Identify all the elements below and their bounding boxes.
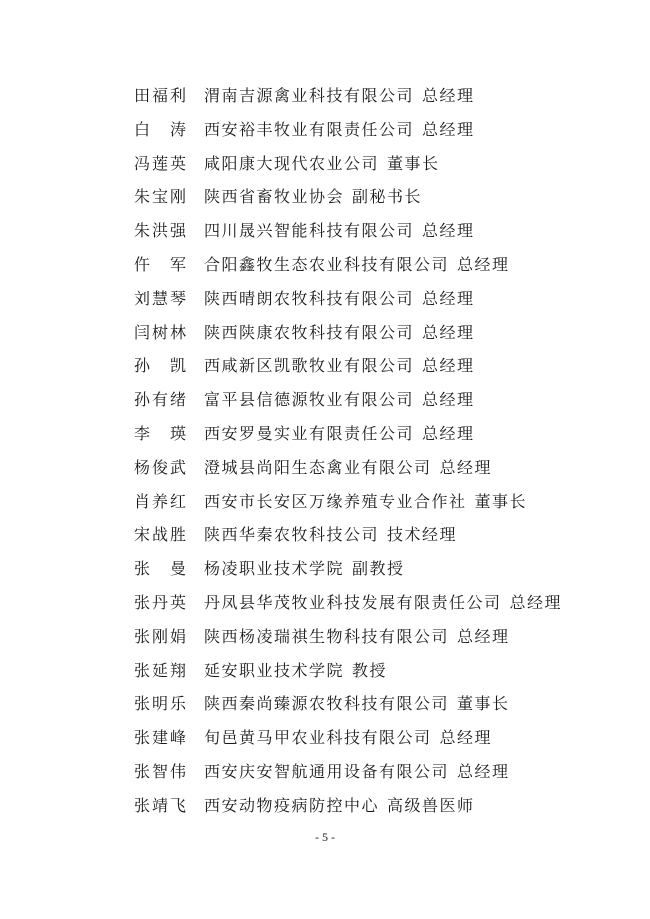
list-item [134, 352, 614, 386]
list-item [134, 623, 614, 657]
person-name: 冯莲英 [134, 153, 189, 173]
job-title: 董事长 [457, 694, 510, 714]
organization-name: 杨凌职业技术学院 [204, 559, 345, 579]
organization-name: 咸阳康大现代农业公司 [204, 153, 380, 173]
job-title: 总经理 [422, 221, 475, 241]
organization-name: 陕西陕康农牧科技有限公司 [204, 322, 415, 342]
job-title: 总经理 [422, 119, 475, 139]
organization-name: 丹凤县华茂牧业科技发展有限责任公司 [204, 592, 502, 612]
person-name: 张 曼 [134, 559, 189, 579]
person-name: 张明乐 [134, 694, 189, 714]
person-name: 张靖飞 [134, 795, 189, 815]
job-title: 总经理 [457, 254, 510, 274]
job-title: 技术经理 [387, 525, 458, 545]
person-name: 孙 凯 [134, 356, 189, 376]
job-title: 总经理 [439, 728, 493, 748]
member-list [134, 82, 614, 826]
job-title: 教授 [352, 660, 388, 680]
person-name: 张刚娟 [134, 626, 189, 646]
person-name: 肖养红 [134, 491, 189, 511]
person-name: 张延翔 [134, 660, 189, 680]
list-item [134, 217, 614, 251]
organization-name: 陕西杨凌瑞祺生物科技有限公司 [204, 626, 450, 646]
list-item [134, 319, 614, 353]
person-name: 孙有绪 [134, 390, 189, 410]
organization-name: 西安市长安区万缘养殖专业合作社 [204, 491, 467, 511]
list-item [134, 420, 614, 454]
list-item [134, 521, 614, 555]
list-item [134, 116, 614, 150]
list-item [134, 657, 614, 691]
organization-name: 陕西晴朗农牧科技有限公司 [204, 288, 415, 308]
organization-name: 陕西华秦农牧科技公司 [204, 525, 380, 545]
job-title: 副教授 [352, 559, 405, 579]
job-title: 总经理 [509, 592, 563, 612]
job-title: 高级兽医师 [387, 795, 475, 815]
job-title: 总经理 [422, 86, 475, 105]
organization-name: 旬邑黄马甲农业科技有限公司 [204, 728, 432, 748]
organization-name: 富平县信德源牧业有限公司 [204, 390, 415, 410]
organization-name: 渭南吉源禽业科技有限公司 [204, 86, 415, 105]
job-title: 副秘书长 [352, 187, 423, 207]
list-item [134, 724, 614, 758]
job-title: 总经理 [422, 288, 475, 308]
organization-name: 四川晟兴智能科技有限公司 [204, 221, 415, 241]
list-item [134, 386, 614, 420]
list-item [134, 454, 614, 488]
job-title: 董事长 [387, 153, 440, 173]
organization-name: 澄城县尚阳生态禽业有限公司 [204, 457, 432, 477]
person-name: 张智伟 [134, 761, 189, 781]
organization-name: 延安职业技术学院 [204, 660, 345, 680]
person-name: 朱洪强 [134, 221, 189, 241]
person-name: 刘慧琴 [134, 288, 189, 308]
person-name: 仵 军 [134, 254, 189, 274]
job-title: 总经理 [422, 322, 475, 342]
organization-name: 陕西省畜牧业协会 [204, 187, 345, 207]
list-item [134, 82, 614, 116]
page-number: - 5 - [315, 830, 335, 844]
job-title: 总经理 [422, 356, 475, 376]
organization-name: 西安动物疫病防控中心 [204, 795, 380, 815]
list-item [134, 589, 614, 623]
list-item [134, 251, 614, 285]
organization-name: 陕西秦尚臻源农牧科技有限公司 [204, 694, 450, 714]
person-name: 闫树林 [134, 322, 189, 342]
person-name: 李 瑛 [134, 423, 189, 443]
list-item [134, 792, 614, 826]
list-item [134, 555, 614, 589]
organization-name: 西安罗曼实业有限责任公司 [204, 423, 415, 443]
job-title: 总经理 [457, 626, 510, 646]
list-item [134, 690, 614, 724]
person-name: 朱宝刚 [134, 187, 189, 207]
list-item [134, 488, 614, 522]
list-item [134, 150, 614, 184]
job-title: 总经理 [422, 423, 475, 443]
job-title: 总经理 [457, 761, 510, 781]
job-title: 董事长 [474, 491, 528, 511]
person-name: 张丹英 [134, 592, 189, 612]
person-name: 田福利 [134, 86, 189, 105]
list-item [134, 183, 614, 217]
list-item [134, 758, 614, 792]
job-title: 总经理 [422, 390, 475, 410]
person-name: 杨俊武 [134, 457, 189, 477]
person-name: 宋战胜 [134, 525, 189, 545]
organization-name: 合阳鑫牧生态农业科技有限公司 [204, 254, 450, 274]
job-title: 总经理 [439, 457, 493, 477]
organization-name: 西咸新区凯歌牧业有限公司 [204, 356, 415, 376]
organization-name: 西安庆安智航通用设备有限公司 [204, 761, 450, 781]
person-name: 张建峰 [134, 728, 189, 748]
person-name: 白 涛 [134, 119, 189, 139]
organization-name: 西安裕丰牧业有限责任公司 [204, 119, 415, 139]
list-item [134, 285, 614, 319]
